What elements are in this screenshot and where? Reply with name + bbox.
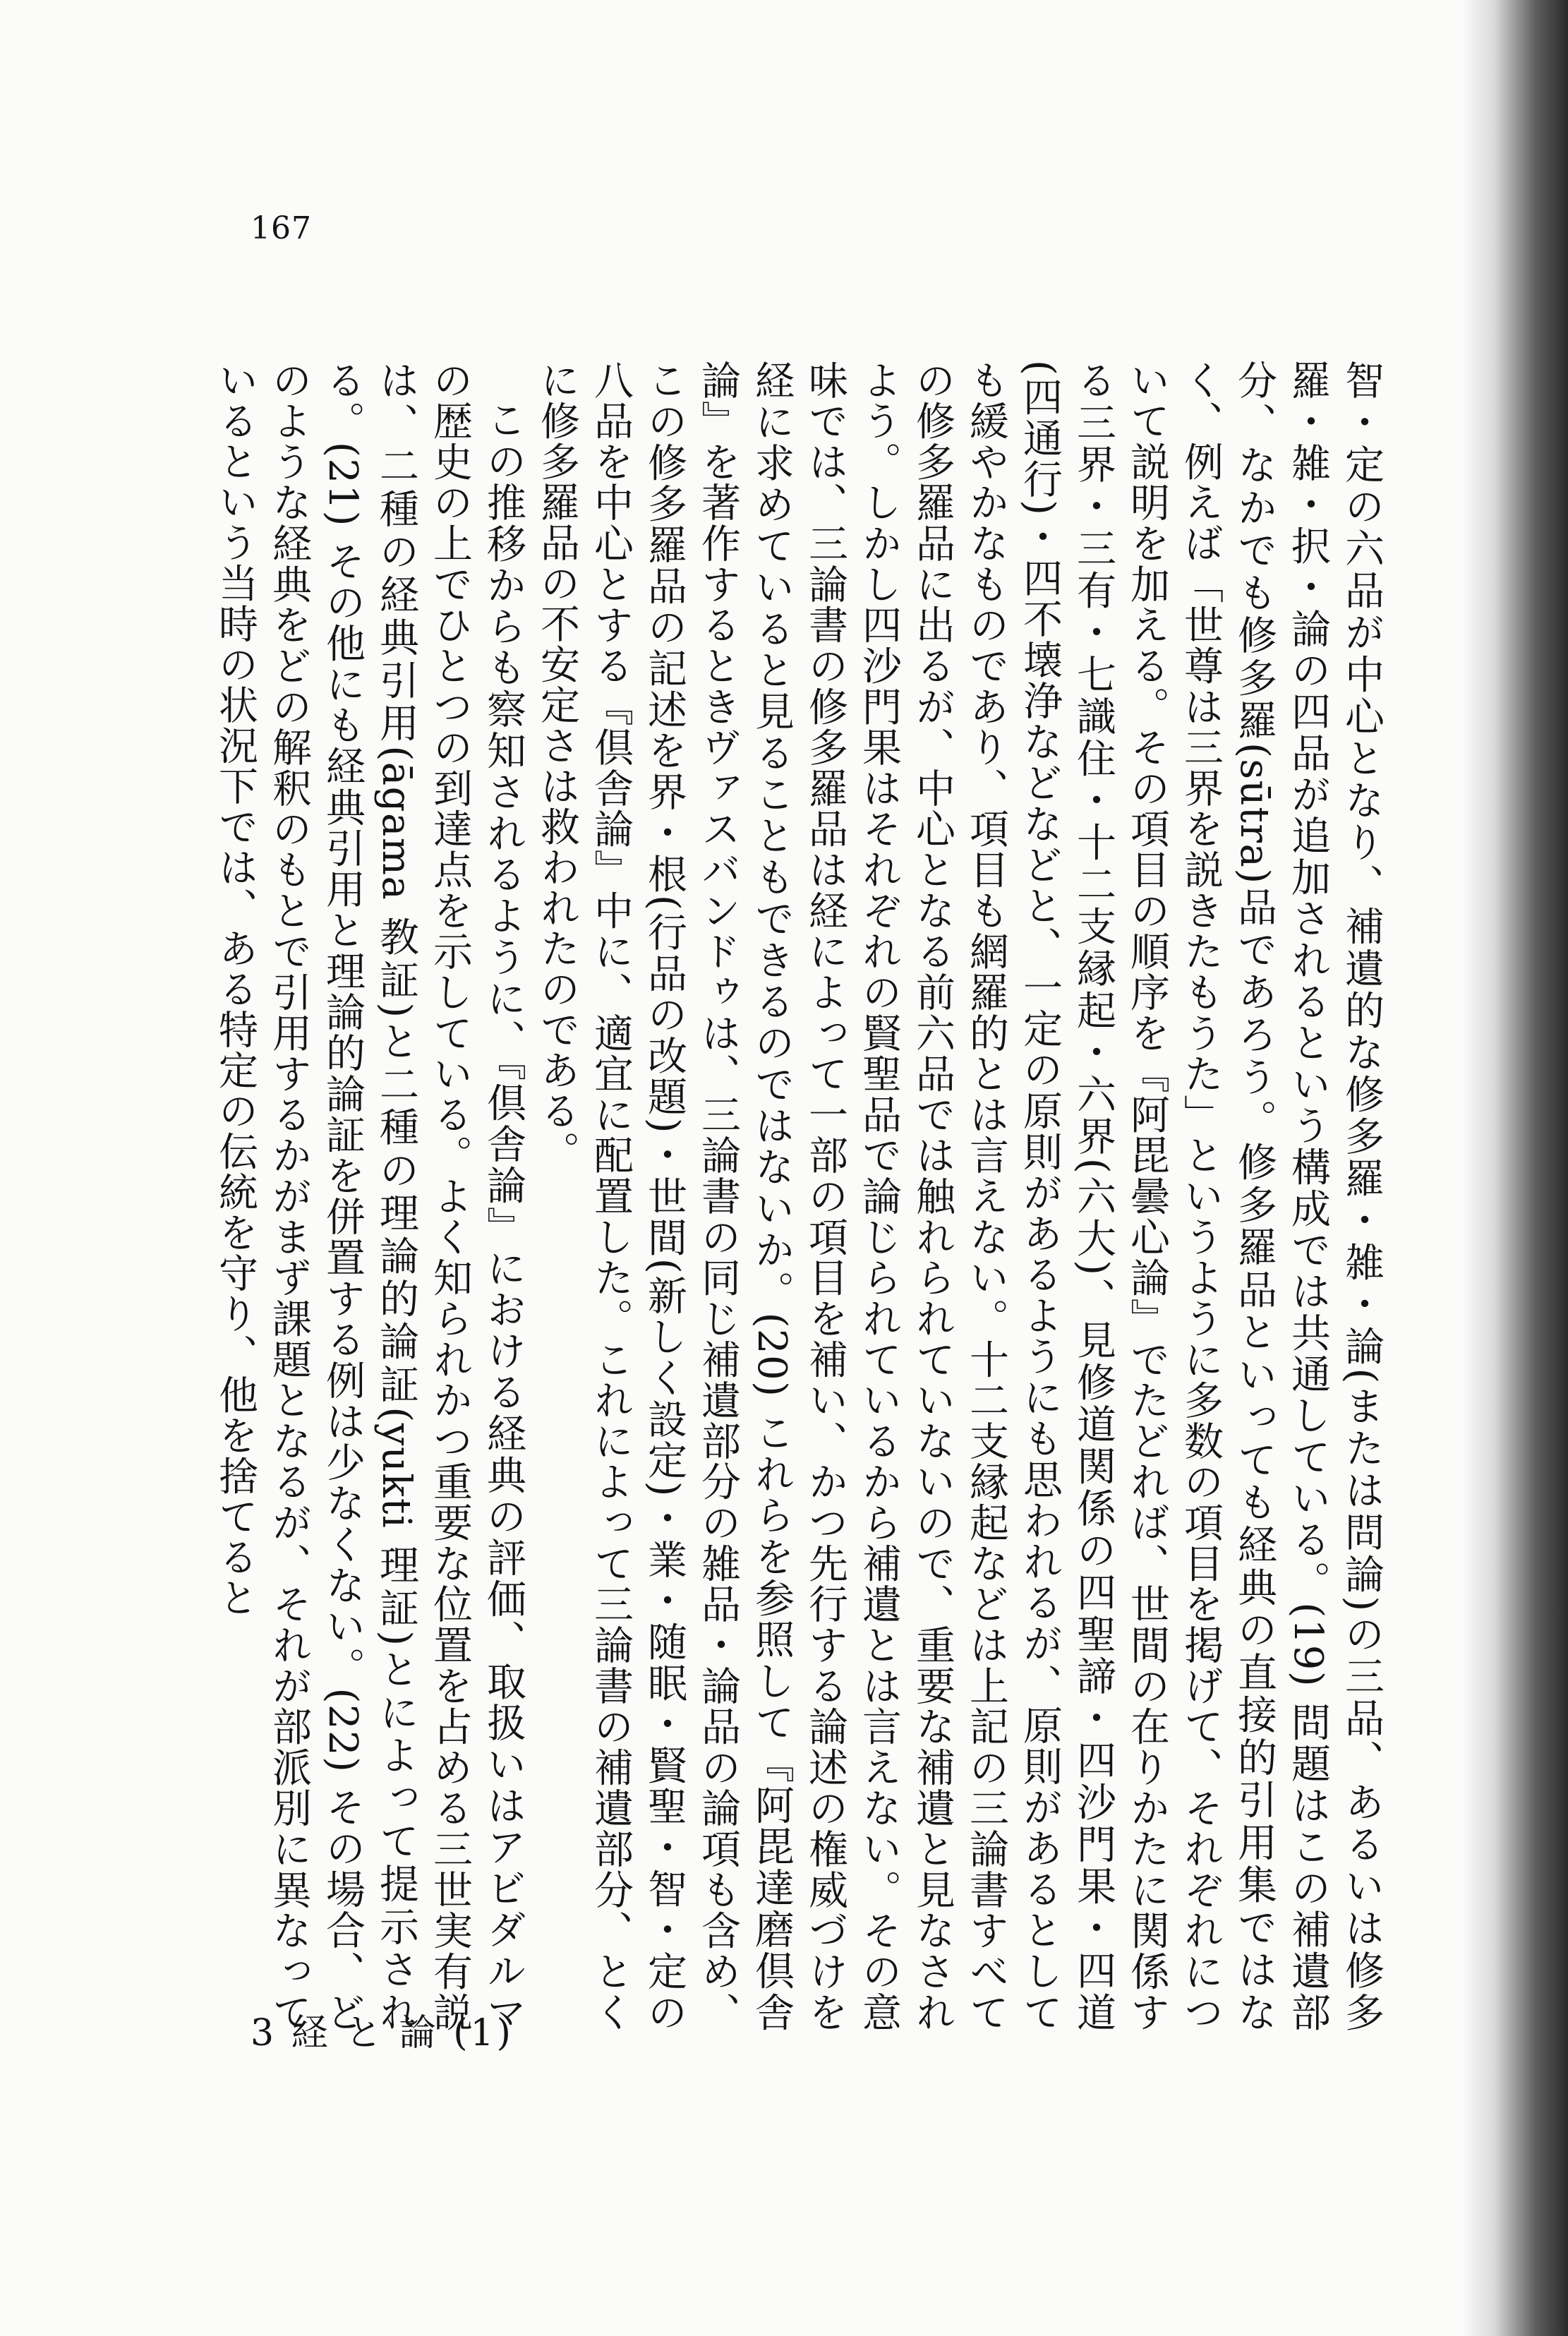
running-footer: 3 経 と 論 (1) <box>251 2012 514 2054</box>
gutter-shadow <box>1462 0 1568 2336</box>
paragraph: この推移からも察知されるように、『倶舎論』における経典の評価、取扱いはアビダルマの歴史の上でひとつの到達点を示している。よく知られかつ重要な位置を占める三世実有説は、二種の経典引用(āgama 教証)と二種の理論的論証(yukti 理証)とによって提示される。(21) その他にも経典引用と理論的論証を併置する例は少なくない。(22) その場合、どのような経典をどの解釈のもとで引用するかがまず課題となるが、それが部派別に異なっているという当時の状況下では、ある特定の伝統を守り、他を捨てると <box>212 360 526 2033</box>
body-text <box>208 360 1388 2033</box>
paragraph-continued: 智・定の六品が中心となり、補遺的な修多羅・雑・論(または問論)の三品、あるいは修多羅・雑・択・論の四品が追加されるという構成では共通している。(19) 問題はこの補遺部分、なかでも修多羅(sūtra)品であろう。修多羅品といっても経典の直接的引用集ではなく、例えば「世尊は三界を説きたもうた」というように多数の項目を掲げて、それぞれについて説明を加える。その項目の順序を『阿毘曇心論』でたどれば、世間の在りかたに関係する三界・三有・七識住・十二支縁起・六界(六大)、見修道関係の四聖諦・四沙門果・四道(四通行)・四不壊浄などなどと、一定の原則があるようにも思われるが、原則があるとしても緩やかなものであり、項目も網羅的とは言えない。十二支縁起などは上記の三論書すべての修多羅品に出るが、中心となる前六品では触れられていないので、重要な補遺と見なされよう。しかし四沙門果はそれぞれの賢聖品で論じられているから補遺とは言えない。その意味では、三論書の修多羅品は経によって一部の項目を補い、かつ先行する論述の権威づけを経に求めていると見ることもできるのではないか。(20) これらを参照して『阿毘達磨倶舎論』を著作するときヴァスバンドゥは、三論書の同じ補遺部分の雑品・論品の論項も含め、この修多羅品の記述を界・根(行品の改題)・世間(新しく設定)・業・随眠・賢聖・智・定の八品を中心とする『倶舎論』中に、適宜に配置した。これによって三論書の補遺部分、とくに修多羅品の不安定さは救われたのである。 <box>534 360 1385 2033</box>
page-number: 167 <box>251 210 312 246</box>
